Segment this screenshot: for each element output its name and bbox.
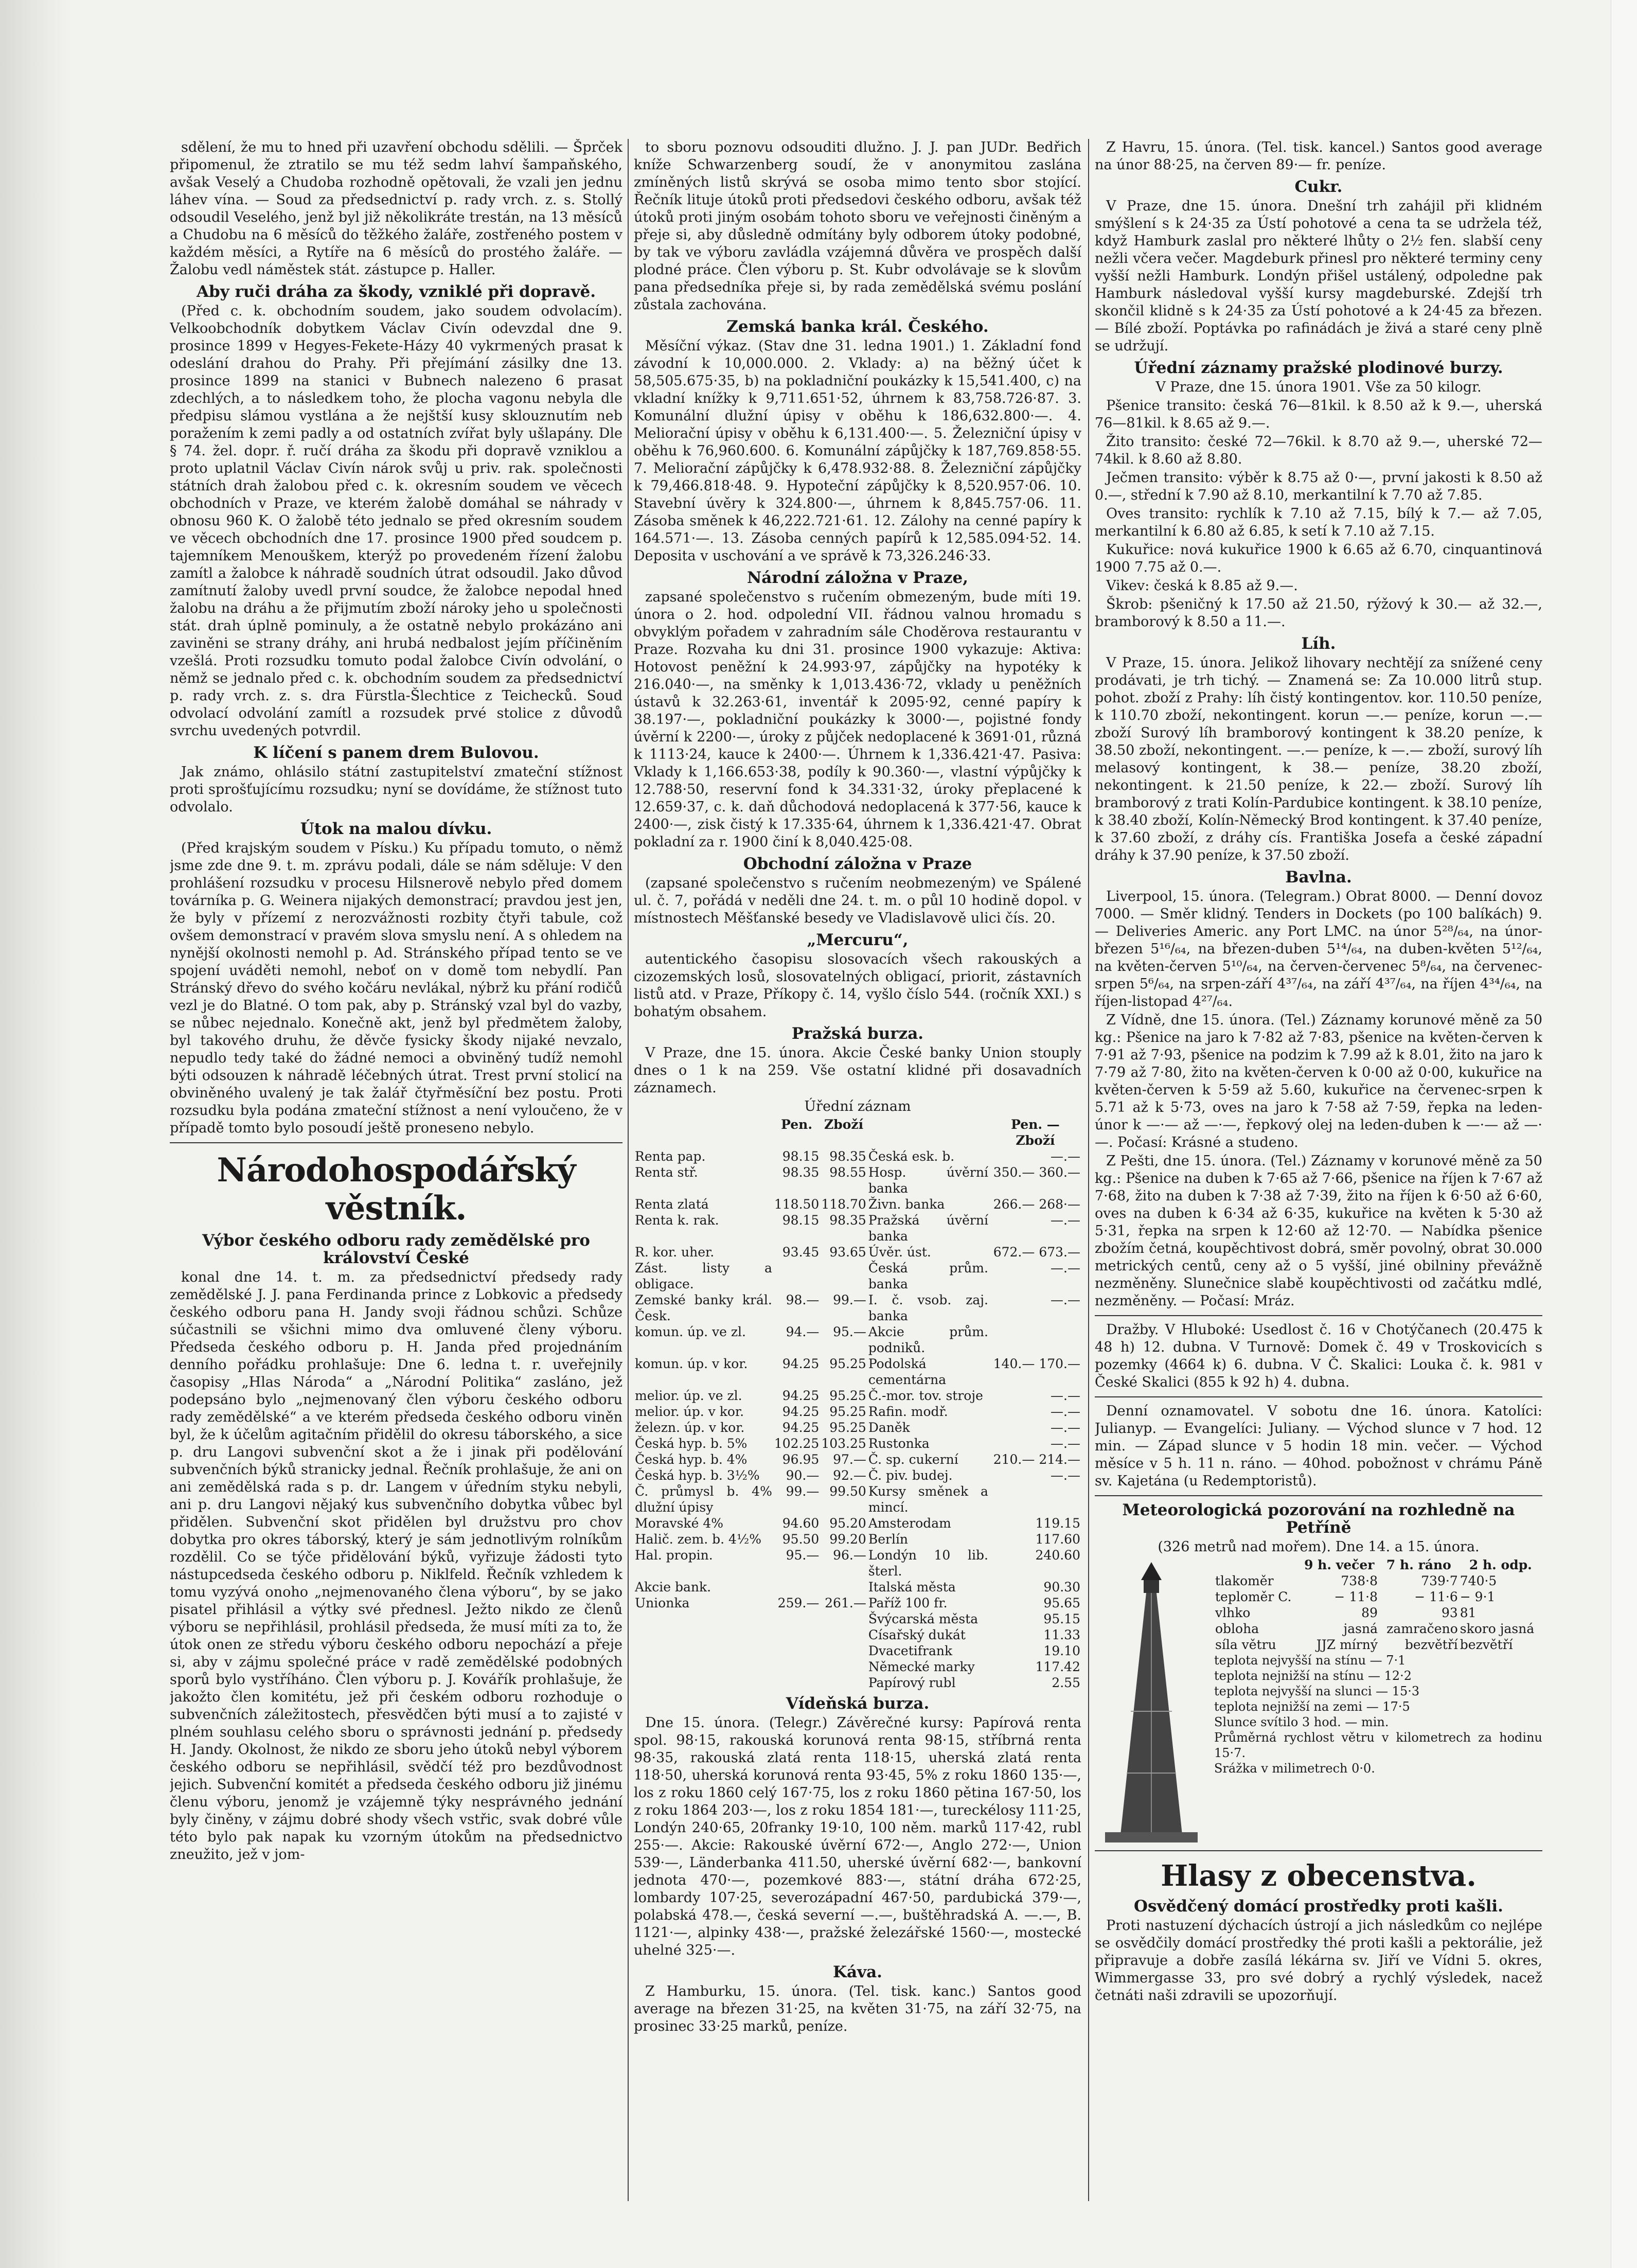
table-cell: 118.70 <box>821 1197 866 1212</box>
table-cell <box>634 1627 773 1643</box>
paragraph: (zapsané společenstvo s ručením neobmezeným) ve Spálené ul. č. 7, pořádá v neděli dne 24. t. m. o půl 10 hodině dopol. v místnostech Měšťanské besedy ve Vladislavově ulici čís. 20. <box>634 875 1081 926</box>
table-row <box>634 1467 1081 1483</box>
table-cell: − 11·6 <box>1414 1589 1458 1604</box>
table-cell: —.— <box>1051 1149 1080 1164</box>
table-cell <box>989 1483 1081 1515</box>
table-cell: jasná <box>1343 1621 1378 1636</box>
table-cell: 117.42 <box>1035 1659 1080 1674</box>
table-row <box>634 1292 1081 1324</box>
table-cell: 90.— <box>786 1468 820 1483</box>
table-row <box>634 1436 1081 1451</box>
table-cell: 119.15 <box>1035 1516 1080 1531</box>
table-header-cell: 7 h. ráno <box>1386 1557 1451 1572</box>
table-row <box>634 1627 1081 1643</box>
table-cell: 266.— 268·— <box>993 1197 1080 1212</box>
paragraph: Z Vídně, dne 15. února. (Tel.) Záznamy korunové měně za 50 kg.: Pšenice na jaro k 7·82 až 7·83, pšenice na květen-červen k 7·91 až 7·93, pšenice na podzim k 7.99 až k 8.01, žito na jaro k 7·79 až 7·80, žito na květen-červen k 0·00 až 0·00, kukuřice na květen-červen k 5·59 až 5.60, kukuřice na červenec-srpen k 5.71 až k 5·73, oves na jaro k 7·58 až 7·59, řepka na leden-únor k —·— až —·—, řepkový olej na leden-duben k —·— až —·—. Počasí: Krásné a studeno. <box>1095 1012 1542 1150</box>
paragraph: Měsíční výkaz. (Stav dne 31. ledna 1901.) 1. Základní fond závodní k 10,000.000. 2. Vklady: a) na běžný účet k 58,505.675·35, b) na pokladniční poukázky k 15,541.400, c) na vkladní knížky k 9,711.651·52, úhrnem k 83,758.726·87. 3. Komunální dlužní úpisy v oběhu k 186,632.800·—. 4. Meliorační úpisy v oběhu k 6,131.400·—. 5. Železniční úpisy v oběhu k 76,960.600. 6. Komunální zápůjčky k 187,769.858·55. 7. Meliorační zápůjčky k 6,478.932·88. 8. Železniční zápůjčky k 79,466.818·48. 9. Hypoteční zápůjčky k 8,520.957·06. 10. Stavební úvěry k 324.800·—, úhrnem k 8,845.757·06. 11. Zásoba směnek k 46,222.721·61. 12. Zálohy na cenné papíry k 164.571·—. 13. Zásoba cenných papírů k 12,585.094·52. 14. Deposita v uschování a ve správě k 73,326.246·33. <box>634 338 1081 564</box>
paragraph: Škrob: pšeničný k 17.50 až 21.50, rýžový k 30.— až 32.—, bramborový k 8.50 a 11.—. <box>1095 596 1542 630</box>
table-row <box>634 1595 1081 1611</box>
column-1 <box>170 139 622 2191</box>
table-row <box>634 1643 1081 1659</box>
section-heading: Káva. <box>833 1963 882 1981</box>
paragraph: Liverpool, 15. února. (Telegram.) Obrat 8000. — Denní dovoz 7000. — Směr klidný. Tenders in Dockets (po 100 balíkách) 9. — Deliveries Americ. any Port LMC. na únor 5²⁸/₆₄, na únor-březen 5¹⁶/₆₄, na březen-duben 5¹⁴/₆₄, na duben-květen 5¹²/₆₄, na květen-červen 5¹⁰/₆₄, na červen-červenec 5⁸/₆₄, na červenec-srpen 5⁶/₆₄, na srpen-září 4³⁷/₆₄, na září 4³⁷/₆₄, na říjen 4³⁴/₆₄, na říjen-listopad 4²⁷/₆₄. <box>1095 889 1542 1009</box>
table-cell: melior. úp. v kor. <box>635 1404 744 1419</box>
table-cell: Rustonka <box>868 1436 930 1451</box>
table-header-cell: Pen. — Zboží <box>1011 1117 1060 1148</box>
table-cell <box>773 1675 820 1691</box>
table-cell: 103.25 <box>821 1436 866 1451</box>
meteo-note: Srážka v milimetrech 0·0. <box>1214 1761 1375 1776</box>
table-cell: 93.65 <box>829 1245 866 1260</box>
table-cell: 102.25 <box>774 1436 820 1451</box>
table-cell: Podolská cementárna <box>868 1356 947 1387</box>
section-heading: Cukr. <box>1294 178 1343 196</box>
table-cell: 94.25 <box>782 1356 820 1371</box>
table-cell: tlakoměr <box>1215 1573 1274 1588</box>
table-cell: Č. průmysl b. 4% dlužní úpisy <box>635 1484 772 1515</box>
table-cell: Daněk <box>868 1420 910 1435</box>
paragraph: Dne 15. února. (Telegr.) Závěrečné kursy: Papírová renta spol. 98·15, rakouská korunová renta 98·15, stříbrná renta 98·35, rakouská zlatá renta 118·15, uherská zlatá renta 118·50, uherská korunová renta 93·45, 5% z roku 1860 135·—, los z roku 1860 celý 167·75, los z roku 1860 pětina 167·50, los z roku 1864 203·—, los z roku 1854 181·—, tureckélosy 111·25, Londýn 240·65, 20franky 19·10, 100 něm. marků 117·42, rubl 255·—. Akcie: Rakouské úvěrní 672·—, Anglo 272·—, Union 539·—, Länderbanka 411.50, uherské úvěrní 682·—, bankovní jednota 470·—, pozemkové 883·—, státní dráha 672·25, lombardy 107·25, severozápadní 467·50, pardubická 379·—, polabská 478.—, česká severní —.—, buštěhradská A. —.—, B. 1121·—, alpinky 438·—, pražské železářské 1560·—, mostecké uhelné 325·—. <box>634 1715 1081 1958</box>
table-row <box>634 1675 1081 1691</box>
table-cell: JJZ mírný <box>1316 1637 1378 1652</box>
table-cell: 99.— <box>833 1292 866 1307</box>
table-cell: Česká hyp. b. 5% <box>635 1436 748 1451</box>
table-cell: Hosp. úvěrní banka <box>868 1165 988 1196</box>
table-cell: 94.— <box>786 1324 820 1339</box>
table-cell: Č. sp. cukerní <box>868 1452 958 1467</box>
table-cell: − 11·8 <box>1334 1589 1378 1604</box>
table-cell: bezvětří <box>1404 1637 1458 1652</box>
table-cell: 95.— <box>786 1548 820 1563</box>
table-cell <box>634 1611 773 1627</box>
table-cell <box>773 1659 820 1675</box>
table-cell: obloha <box>1215 1621 1259 1636</box>
column-3 <box>1095 139 1542 2191</box>
table-cell: —.— <box>1051 1292 1080 1307</box>
table-cell <box>634 1675 773 1691</box>
table-cell: 97.— <box>833 1452 866 1467</box>
table-cell: 95.25 <box>829 1388 866 1403</box>
table-cell: 93 <box>1441 1605 1458 1620</box>
table-cell: —.— <box>1051 1420 1080 1435</box>
table-cell: 98.35 <box>829 1213 866 1228</box>
section-heading: Vídeňská burza. <box>786 1694 930 1713</box>
table-cell: Berlín <box>868 1532 909 1547</box>
exchange-table <box>634 1117 1081 1691</box>
table-cell <box>820 1611 867 1627</box>
table-cell: 98.35 <box>829 1149 866 1164</box>
table-cell: —.— <box>1051 1468 1080 1483</box>
table-cell: 92.— <box>833 1468 866 1483</box>
table-cell <box>820 1627 867 1643</box>
table-cell: železn. úp. v kor. <box>635 1420 745 1435</box>
column-2 <box>634 139 1081 2191</box>
table-cell: teploměr C. <box>1215 1589 1292 1604</box>
table-cell: Renta stř. <box>635 1165 698 1180</box>
table-cell: Renta zlatá <box>635 1197 709 1212</box>
table-cell: 240.60 <box>1035 1548 1080 1563</box>
paragraph: V Praze, dne 15. února 1901. Vše za 50 kilogr. <box>1155 379 1482 395</box>
table-cell: Kursy směnek a mincí. <box>868 1484 988 1515</box>
table-cell: Česká prům. banka <box>868 1261 988 1291</box>
section-heading: Obchodní záložna v Praze <box>743 855 972 873</box>
table-cell: 261.— <box>825 1596 866 1610</box>
table-cell: —.— <box>1051 1404 1080 1419</box>
meteo-block <box>1095 1557 1542 1845</box>
table-cell: Paříž 100 fr. <box>868 1596 948 1610</box>
table-cell: Císařský dukát <box>868 1627 966 1642</box>
table-cell: Zást. listy a obligace. <box>635 1261 772 1291</box>
table-cell: 2.55 <box>1052 1675 1080 1690</box>
table-cell: 739·7 <box>1421 1573 1458 1588</box>
table-cell: Akcie prům. podniků. <box>868 1324 988 1355</box>
paragraph: (326 metrů nad mořem). Dne 14. a 15. února. <box>1158 1539 1480 1555</box>
binding-margin <box>0 0 72 2268</box>
table-cell: Renta k. rak. <box>635 1213 719 1228</box>
table-cell: 89 <box>1361 1605 1378 1620</box>
table-cell: síla větru <box>1215 1637 1276 1652</box>
table-cell: Unionka <box>635 1596 690 1610</box>
table-cell: Česká esk. b. <box>868 1149 955 1164</box>
table-cell: 98.15 <box>782 1213 820 1228</box>
table-cell: 350.— 360.— <box>993 1165 1080 1180</box>
table-title: Úřední záznam <box>804 1098 911 1114</box>
table-cell: komun. úp. v kor. <box>635 1356 748 1371</box>
table-cell: Halič. zem. b. 4½% <box>635 1532 761 1547</box>
table-cell: 259.— <box>777 1596 820 1610</box>
table-cell: 95.65 <box>1043 1596 1080 1610</box>
table-cell: 99.50 <box>829 1484 866 1499</box>
section-heading: Líh. <box>1301 634 1336 653</box>
table-cell: 95.25 <box>829 1356 866 1371</box>
table-row <box>634 1212 1081 1244</box>
paragraph: Žito transito: české 72—76kil. k 8.70 až 9.—, uherské 72—74kil. k 8.60 až 8.80. <box>1095 434 1542 467</box>
table-cell: Úvěr. úst. <box>868 1245 931 1260</box>
table-cell: 140.— 170.— <box>993 1356 1080 1371</box>
paragraph: Ječmen transito: výběr k 8.75 až 0·—, první jakosti k 8.50 až 0.—, střední k 7.90 až 8.10, merkantilní k 7.70 až 7.85. <box>1095 470 1542 503</box>
table-cell: Italská města <box>868 1580 956 1594</box>
table-cell: 11.33 <box>1043 1627 1080 1642</box>
section-title: Národohospodářský věstník. <box>217 1151 576 1228</box>
table-cell: —.— <box>1051 1261 1080 1275</box>
table-cell <box>773 1643 820 1659</box>
table-header-cell <box>1214 1557 1300 1573</box>
table-row <box>634 1388 1081 1404</box>
paragraph: Vikev: česká k 8.85 až 9.—. <box>1106 578 1298 594</box>
table-cell: 93.45 <box>782 1245 820 1260</box>
table-cell: komun. úp. ve zl. <box>635 1324 746 1339</box>
table-header-cell: 9 h. večer <box>1304 1557 1375 1572</box>
table-cell <box>820 1260 867 1292</box>
table-row <box>1214 1637 1542 1653</box>
meteo-note: teplota nejvyšší na slunci — 15·3 <box>1214 1684 1420 1698</box>
meteo-table <box>1214 1557 1542 1653</box>
table-row <box>634 1659 1081 1675</box>
table-cell: 90.30 <box>1043 1580 1080 1594</box>
paragraph: Denní oznamovatel. V sobotu dne 16. února. Katolíci: Julianyp. — Evangelíci: Juliany. — Východ slunce v 7 hod. 12 min. — Západ slunce v 5 hodin 18 min. večer. — Východ měsíce v 5 h. 11 n. ráno. — 40hod. pobožnost v chrámu Páně sv. Kajetána (u Redemptoristů). <box>1095 1403 1542 1489</box>
table-cell: Papírový rubl <box>868 1675 956 1690</box>
paragraph: Z Hamburku, 15. února. (Tel. tisk. kanc.) Santos good average na březen 31·25, na květen 31·75, na září 32·75, na prosinec 33·25 marků, peníze. <box>634 1983 1081 2034</box>
table-row <box>634 1324 1081 1356</box>
table-row <box>634 1244 1081 1260</box>
meteo-note: teplota nejvyšší na stínu — 7·1 <box>1214 1653 1406 1668</box>
divider <box>170 1142 622 1143</box>
section-heading: „Mercuru“, <box>807 931 909 949</box>
table-cell: Č.-mor. tov. stroje <box>868 1388 983 1403</box>
table-cell <box>820 1659 867 1675</box>
section-heading: Úřední záznamy pražské plodinové burzy. <box>1134 359 1503 377</box>
section-heading: Aby ruči dráha za škody, vzniklé při dopravě. <box>196 282 596 301</box>
table-cell: 98.55 <box>829 1165 866 1180</box>
section-heading: Meteorologická pozorování na rozhledně na Petříně <box>1122 1501 1515 1537</box>
table-cell: zamračeno <box>1386 1621 1458 1636</box>
table-cell <box>820 1675 867 1691</box>
table-cell: Amsterodam <box>868 1516 951 1531</box>
table-cell: Dvacetifrank <box>868 1643 953 1658</box>
section-heading: K líčení s panem drem Bulovou. <box>253 743 539 762</box>
paragraph: Proti nastuzení dýchacích ústrojí a jich následkům co nejlépe se osvědčily domácí prostředky thé proti kašli a pektorálie, jež připravuje a dobře zasílá lékárna sv. Jiří ve Vídni 5. okres, Wimmergasse 33, pro své dobrý a rychlý výsledek, nacež četnáti naši zdravili se upozorňují. <box>1095 1918 1542 2004</box>
meteo-note: Slunce svítilo 3 hod. — min. <box>1214 1715 1389 1729</box>
table-cell <box>820 1579 867 1595</box>
table-cell: Česká hyp. b. 3½% <box>635 1468 760 1483</box>
table-row <box>634 1483 1081 1515</box>
table-row <box>634 1420 1081 1436</box>
table-cell: I. č. vsob. zaj. banka <box>868 1292 988 1323</box>
table-cell: 19.10 <box>1043 1643 1080 1658</box>
table-cell: 672.— 673.— <box>993 1245 1080 1260</box>
table-cell: skoro jasná <box>1460 1621 1535 1636</box>
table-cell: 95.50 <box>782 1532 820 1547</box>
section-heading: Osvědčený domácí prostředky proti kašli. <box>1134 1897 1503 1916</box>
section-heading: Výbor českého odboru rady zemědělské pro království České <box>202 1231 590 1267</box>
table-row <box>1214 1605 1542 1621</box>
table-cell: 98.15 <box>782 1149 820 1164</box>
table-cell: 98.— <box>786 1292 820 1307</box>
column-rule <box>628 139 629 2201</box>
table-cell: Živn. banka <box>868 1197 945 1212</box>
table-row <box>634 1579 1081 1595</box>
paragraph: Z Pešti, dne 15. února. (Tel.) Záznamy v korunové měně za 50 kg.: Pšenice na duben k 7·65 až 7·66, pšenice na říjen k 7·67 až 7·68, žito na duben k 7·38 až 7·39, žito na říjen k 6·50 až 6·60, oves na duben k 6·34 až 6·35, kukuřice na květen k 5·30 až 5·31, řepka na srpen k 12·60 až 12·70. — Nabídka pšenice zbožím četná, koupěchtivost dobrá, směr povolný, obrat 30.000 metrických centů, ceny až o 5 vyšší, jiné obilniny převážně nezměněny. Slunečnice slabě koupěchtivosti od začátku mdlé, nezměněny. — Počasí: Mráz. <box>1095 1153 1542 1309</box>
table-cell: 99.20 <box>829 1532 866 1547</box>
table-cell: 98.35 <box>782 1165 820 1180</box>
table-cell: Rafin. modř. <box>868 1404 948 1419</box>
section-heading: Útok na malou dívku. <box>300 820 492 838</box>
table-cell: —.— <box>1051 1388 1080 1403</box>
table-cell: 738·8 <box>1341 1573 1378 1588</box>
table-cell <box>634 1643 773 1659</box>
table-row <box>1214 1589 1542 1605</box>
table-cell: 95.— <box>833 1324 866 1339</box>
table-row <box>634 1547 1081 1579</box>
table-row <box>634 1260 1081 1292</box>
table-cell: Česká hyp. b. 4% <box>635 1452 748 1467</box>
table-row <box>634 1515 1081 1531</box>
table-cell <box>773 1611 820 1627</box>
table-header-cell: 2 h. odp. <box>1469 1557 1532 1572</box>
table-cell <box>773 1627 820 1643</box>
section-title: Hlasy z obecenstva. <box>1161 1859 1476 1893</box>
paragraph: V Praze, 15. února. Jelikož lihovary nechtějí za snížené ceny prodávati, je trh tichý. — Znamená se: Za 10.000 litrů stup. pohot. zboží z Prahy: líh čistý kontingentov. kor. 110.50 peníze, k 110.70 zboží, nekontingent. korun —.— peníze, korun —.— zboží Surový líh bramborový kontingent k 38.20 peníze, k 38.50 zboží, nekontingent. —.— peníze, k —.— zboží, surový líh melasový kontingent, k 38.— peníze, 38.20 zboží, nekontingent. k 21.50 peníze, k 22.— zboží. Surový líh bramborový z trati Kolín-Pardubice kontingent. k 38.10 peníze, k 38.40 zboží, Kolín-Německý Brod kontingent. k 37.40 peníze, k 37.60 zboží, z dráhy cís. Františka Josefa a české západní dráhy k 37.90 peníze, k 37.50 zboží. <box>1095 655 1542 863</box>
meteo-note: Průměrná rychlost větru v kilometrech za hodinu 15·7. <box>1214 1730 1542 1760</box>
section-heading: Zemská banka král. Českého. <box>726 317 989 336</box>
paragraph: (Před c. k. obchodním soudem, jako soudem odvolacím). Velkoobchodník dobytkem Václav Civín odevzdal dne 9. prosince 1899 v Hegyes-Fekete-Házy 40 vykrmených prasat k odeslání drahou do Prahy. Při přejímání zásilky dne 13. prosince 1899 na stanici v Bubnech nalezeno 6 prasat zdechlých, a to následkem toho, že plocha vagonu nebyla dle předpisu slámou vystlána a že nejštší kusy sklouznutím neb poražením k zemi padly a od ostatních zvířat byly ušlapány. Dle § 74. žel. dopr. ř. ručí dráha za škodu při dopravě vzniklou a proto uplatnil Václav Civín nárok svůj u priv. rak. společnosti státních drah žalobou před c. k. okresním soudem ve věcech obchodních v Praze, ve kterém žalobě domáhal se náhrady v obnosu 960 K. O žalobě této jednalo se před okresním soudem ve věcech obchodních dne 17. prosince 1900 před soudcem p. tajemníkem Menouškem, kterýž po provedeném řízení žalobu zamítl a žalobce k náhradě soudních útrat odsoudil. Jako důvod zamítnutí žaloby uvedl první soudce, že žalobce nepodal hned žalobu na dráhu a že přijmutím zboží nároky jeho u společnosti stát. drah úplně pominuly, a že ostatně nebylo prokázáno ani zaviněni se strany dráhy, ani hrubá nedbalost jejím příčiněním vzešlá. Proti rozsudku tomuto podal žalobce Civín odvolání, o němž se jednalo před c. k. obchodním soudem za předsednictví p. rady vrch. z. s. dra Fürstla-Šlechtice z Teichecků. Soud odvolací odvolání zamítl a rozsudek prvé stolice z důvodů svrchu uvedených potvrdil. <box>170 303 622 739</box>
table-cell: 95.25 <box>829 1404 866 1419</box>
table-cell: Švýcarská města <box>868 1611 978 1626</box>
section-heading: Národní záložna v Praze, <box>746 569 969 587</box>
divider <box>1095 1315 1542 1316</box>
table-cell: Renta pap. <box>635 1149 706 1164</box>
paragraph: (Před krajským soudem v Písku.) Ku případu tomuto, o němž jsme zde dne 9. t. m. zprávu podali, dále se nám sděluje: V den prohlášení rozsudku v procesu Hilsnerově nebylo před domem továrníka p. G. Weinera nijakých demonstrací; pravdou jest jen, že byly v přízemí z nerozvážnosti rozbity čtyři tabule, což ovšem demonstrací v pravém slova smyslu není. A s ohledem na nynější okolnosti nemohl p. Ad. Stránského případ tento se ve spojení uváděti nemohl, neboť on v domě tom nebydlí. Pan Stránský dřevo do svého kočáru nevlákal, nýbrž ku přání rodičů vezl je do Blatné. O tom pak, aby p. Stránský vzal byl do vazby, se nůbec nejednalo. Konečně akt, jenž byl předmětem žaloby, byl takového druhu, že děvče fysicky škody nijaké nevzalo, nepudlo tedy také do žádné nemoci a obviněný tudíž nemohl býti odsouzen k náhradě léčebných útrat. Trest první stolicí na obviněného uvalený je tak žalář čtyřměsíční bez postu. Proti rozsudku byla podána zmateční stížnost a není vyloučeno, že v případě tomto bylo posoudí ještě proneseno nebylo. <box>170 840 622 1136</box>
paragraph: V Praze, dne 15. února. Akcie České banky Union stouply dnes o 1 k na 259. Vše ostatní klidné při dosavadních záznamech. <box>634 1045 1081 1096</box>
table-cell: 117.60 <box>1035 1532 1080 1547</box>
paragraph: konal dne 14. t. m. za předsednictví předsedy rady zemědělské J. J. pana Ferdinanda prince z Lobkovic a předsedy českého odboru pana H. Jandy svoji řádnou schůzi. Schůze súčastnili se všichni mimo dva omluvené členy výboru. Předseda českého odboru p. H. Janda před projednáním denního pořádku prohlašuje: Dne 6. ledna t. r. uveřejnily časopisy „Hlas Národa“ a „Národní Politika“ zasláno, jež podepsáno bylo „nejmenovaný člen výboru českého odboru rady zemědělské“ a ve kterém předseda českého odboru viněn byl, že k účelům agitačním přidělil do okresu táborského, a sice p. dru Langovi subvenční skot a že i jinak při podělování subvenčních býků stranicky jednal. Řečník prohlašuje, že ani on ani zemědělská rada s p. dr. Langem v úředním styku nebyli, ani p. dru Langovi nějaký kus subvenčního dobytka vůbec byl přidělen. Subvenční skot přidělen byl družstvu pro chov dobytka pro okres táborský, který je sám jednotlivým rolníkům rozdělil. Co se týče přidělování býků, vyřizuje žádosti tyto nástupcedseda českého odboru p. Niklfeld. Řečník vzhledem k tomu vyzývá onoho „nejmenovaného člena výboru“, by se jako pisatel přihlásil a výtky své přednesl. Ježto nikdo ze členů výboru se nepřihlásil, prohlásil předseda, že musí míti za to, že útok onen ze středu výboru českého odboru nepochází a přeje si, aby v zájmu společné práce v radě zemědělské podobných sporů bylo vystříháno. Člen výboru p. J. Kovářík prohlašuje, že jakožto člen komitétu, jež při českém odboru rozhoduje o subvenčních záležitostech, přesvědčen býti musí a to zajisté v plném souhlasu celého sboru o správnosti jednání p. předsedy H. Jandy. Okolnost, že nikdo ze sboru jeho útoků nebyl výborem českého odboru se nepřihlásil, svědčí též pro bezdůvodnost jejich. Subvenční komitét a předseda českého odboru již jinému členu výboru, jenomž je vzájemně týky nesprávného jednání byly činěny, v zájmu dobré shody všech vstřic, svak dobré vůle této bylo pak napak ku vzorným útokům na předsednictvo zneužito, jež v jom- <box>170 1269 622 1863</box>
table-row <box>1214 1573 1542 1589</box>
table-header-cell <box>867 1117 989 1148</box>
table-row <box>634 1611 1081 1627</box>
table-row <box>634 1356 1081 1388</box>
table-cell: —.— <box>1051 1436 1080 1451</box>
table-header-cell <box>634 1117 773 1148</box>
table-cell: 94.60 <box>782 1516 820 1531</box>
table-cell: Moravské 4% <box>635 1516 724 1531</box>
table-row <box>634 1531 1081 1547</box>
table-cell: 96.95 <box>782 1452 820 1467</box>
divider <box>1095 1396 1542 1397</box>
table-row <box>1214 1621 1542 1637</box>
table-cell: vlhko <box>1215 1605 1251 1620</box>
paragraph: zapsané společenstvo s ručením obmezeným, bude míti 19. února o 2. hod. odpolední VII. řádnou valnou hromadu s obvyklým pořadem v zahradním sále Choděrova restaurantu v Praze. Rozvaha ku dni 31. prosince 1900 vykazuje: Aktiva: Hotovost peněžní k 24.993·97, zápůjčky na hypotéky k 216.040·—, na směnky k 1,013.436·72, vklady u peněžních ústavů k 32.263·61, inventář k 2095·92, cenné papíry k 38.197·—, pokladniční poukázky k 3000·—, pojistné fondy úvěrní k 2200·—, úroky z půjček nedoplacené k 3691·01, různá k 1113·24, kauce k 2400·—. Úhrnem k 1,336.421·47. Pasiva: Vklady k 1,166.653·38, podíly k 90.360·—, vlastní výpůjčky k 12.788·50, reservní fond k 34.331·32, úroky přeplacené k 12.659·37, c. k. daň důchodová nedoplacená k 377·56, kauce k 2400·—, zisk čistý k 17.335·64, úhrnem k 1,336.421·47. Obrat pokladní za r. 1900 činí k 8,040.425·08. <box>634 589 1081 850</box>
paragraph: Kukuřice: nová kukuřice 1900 k 6.65 až 6.70, cinquantinová 1900 7.75 až 0.—. <box>1095 542 1542 575</box>
table-cell: 95.15 <box>1043 1611 1080 1626</box>
table-cell: Pražská úvěrní banka <box>868 1213 988 1244</box>
table-cell: 95.20 <box>829 1516 866 1531</box>
table-cell <box>634 1659 773 1675</box>
table-cell: Londýn 10 lib. šterl. <box>868 1548 988 1579</box>
divider <box>1095 1495 1542 1496</box>
table-cell <box>773 1260 820 1292</box>
table-cell: bezvětří <box>1460 1637 1513 1652</box>
table-cell: 94.25 <box>782 1388 820 1403</box>
table-cell <box>820 1643 867 1659</box>
observatory-tower-icon <box>1095 1557 1208 1845</box>
table-cell: melior. úp. ve zl. <box>635 1388 742 1403</box>
table-row <box>634 1404 1081 1420</box>
table-cell: Č. piv. budej. <box>868 1468 953 1483</box>
meteo-note: teplota nejnižší na stínu — 12·2 <box>1214 1669 1412 1683</box>
table-cell: Zemské banky král. Česk. <box>635 1292 772 1323</box>
table-header-cell: Zboží <box>824 1117 864 1132</box>
table-cell: 740·5 <box>1460 1573 1497 1588</box>
table-cell <box>989 1324 1081 1356</box>
table-row <box>634 1196 1081 1212</box>
paragraph: Z Havru, 15. února. (Tel. tisk. kancel.) Santos good average na únor 88·25, na červen 89·— fr. peníze. <box>1095 139 1542 173</box>
page-edge <box>1611 0 1637 2268</box>
meteo-notes <box>1214 1653 1542 1776</box>
table-cell: Německé marky <box>868 1659 975 1674</box>
table-cell: 96.— <box>833 1548 866 1563</box>
table-cell: 95.25 <box>829 1420 866 1435</box>
meteo-note: teplota nejnižší na zemi — 17·5 <box>1214 1699 1410 1714</box>
table-cell: R. kor. uher. <box>635 1245 715 1260</box>
paragraph: to sboru poznovu odsouditi dlužno. J. J. pan JUDr. Bedřich kníže Schwarzenberg soudí, že v anonymitou zaslána zmíněných listů skrývá se osoba mimo tento sbor stojící. Řečník lituje útoků proti předsedovi českého odboru, avšak též útoků proti jiným osobám tohoto sboru ve veřejnosti činěným a přeje si, aby důsledně odmítány byly odborem útoky podobné, by tak ve výboru zavládla vzájemná důvěra ve prospěch další plodné práce. Člen výboru p. St. Kubr odvolávaje se k slovům pana předsedníka přeje si, by rada zemědělská svému poslání zůstala zachována. <box>634 139 1081 313</box>
paragraph: V Praze, dne 15. února. Dnešní trh zahájil při klidném smýšlení s k 24·35 za Ústí pohotové a cena ta se udržela též, když Hamburk zaslal pro některé lhůty o 2½ fen. slabší ceny nežli včera večer. Magdeburk přinesl pro některé terminy ceny vyšší nežli Hamburk. Londýn přišel ustálený, odpoledne pak Hamburk následoval vyšší kursy magdeburské. Zdejší trh skončil klidně s k 24·35 za Ústí pohotové a k 24·45 za březen. — Bílé zboží. Poptávka po rafinádách je živá a staré ceny plně se udržují. <box>1095 198 1542 354</box>
table-cell: 81 <box>1460 1605 1476 1620</box>
paragraph: sdělení, že mu to hned při uzavření obchodu sdělili. — Šprček připomenul, že ztratilo se mu též sedm lahví šampaňského, avšak Veselý a Chudoba rozhodně opětovali, že vzali jen jednu láhev vína. — Soud za předsednictví p. rady vrch. z. s. Stollý odsoudil Veselého, jenž byl již několikráte trestán, na 13 měsíců a Chudobu na 6 měsíců do těžkého žaláře, zostřeného postem v každém měsíci, a Rytíře na 6 měsíců do prostého žaláře. — Žalobu vedl náměstek stát. zástupce p. Haller. <box>170 139 622 278</box>
table-cell <box>773 1579 820 1595</box>
table-header-cell: Pen. <box>781 1117 813 1132</box>
table-cell: Akcie bank. <box>635 1580 711 1594</box>
table-row <box>634 1164 1081 1196</box>
section-heading: Pražská burza. <box>791 1024 924 1043</box>
table-row <box>634 1451 1081 1467</box>
table-cell: —.— <box>1051 1213 1080 1228</box>
divider <box>1095 1850 1542 1851</box>
table-cell: 94.25 <box>782 1404 820 1419</box>
table-cell: Hal. propin. <box>635 1548 713 1563</box>
table-cell: 94.25 <box>782 1420 820 1435</box>
paragraph: autentického časopisu slosovacích všech rakouských a cizozemských losů, slosovatelných obligací, priorit, zástavních listů atd. v Praze, Příkopy č. 14, vyšlo číslo 544. (ročník XXI.) s bohatým obsahem. <box>634 951 1081 1020</box>
table-cell: 99.— <box>786 1484 820 1499</box>
paragraph: Pšenice transito: česká 76—81kil. k 8.50 až k 9.—, uherská 76—81kil. k 8.65 až 9.—. <box>1095 398 1542 431</box>
paragraph: Oves transito: rychlík k 7.10 až 7.15, bílý k 7.— až 7.05, merkantilní k 6.80 až 6.85, k setí k 7.10 až 7.15. <box>1095 506 1542 539</box>
table-cell: − 9·1 <box>1460 1589 1496 1604</box>
column-rule <box>1088 139 1089 2201</box>
table-row <box>634 1148 1081 1164</box>
table-cell: 118.50 <box>774 1197 820 1212</box>
table-cell: 210.— 214.— <box>993 1452 1080 1467</box>
paragraph: Jak známo, ohlásilo státní zastupitelství zmateční stížnost proti sprošťujícímu rozsudku; nyní se dovídáme, že stížnost tuto odvolalo. <box>170 764 622 815</box>
paragraph: Dražby. V Hluboké: Usedlost č. 16 v Chotýčanech (20.475 k 48 h) 12. dubna. V Turnově: Domek č. 49 v Troskovicích s pozemky (4664 k) 6. dubna. V Č. Skalici: Louka č. k. 981 v České Skalici (855 k 92 h) 4. dubna. <box>1095 1322 1542 1390</box>
section-heading: Bavlna. <box>1285 868 1352 887</box>
